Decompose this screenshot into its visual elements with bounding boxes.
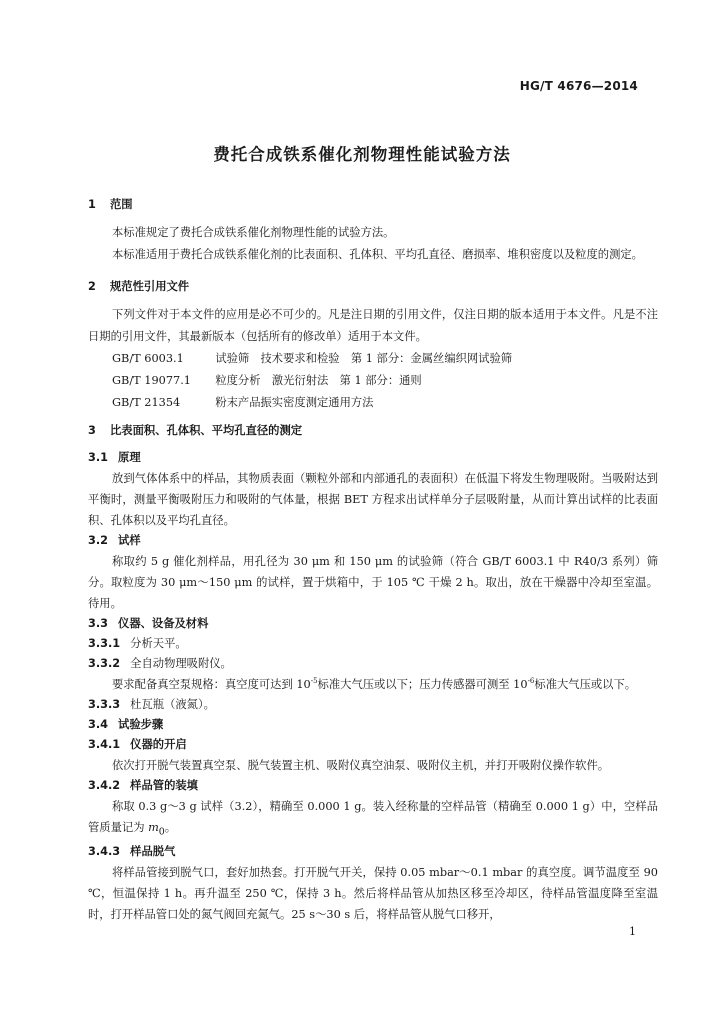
standard-number: HG/T 4676—2014	[519, 79, 638, 93]
page-number: 1	[629, 925, 636, 938]
text-run: 。	[164, 821, 177, 834]
document-title: 费托合成铁系催化剂物理性能试验方法	[213, 145, 511, 164]
text-run: 称取 0.3 g～3 g 试样（3.2），精确至 0.000 1 g。装入经称量的空样品管（精确至 0.000 1 g）中，空样品管质量记为	[88, 800, 658, 834]
paragraph: 称取约 5 g 催化剂样品，用孔径为 30 μm 和 150 μm 的试验筛（符合 GB/T 6003.1 中 R40/3 系列）筛分。取粒度为 30 μm～150 μm 的试样，置于烘箱中，于 105 ℃ 干燥 2 h。取出，放在干燥器中冷却至室温。待用。	[88, 555, 658, 610]
subsection-3-1-heading	[88, 448, 658, 468]
reference-title: 粉末产品振实密度测定通用方法	[215, 396, 374, 409]
reference-code: GB/T 19077.1	[112, 374, 191, 387]
section-1-heading	[88, 194, 658, 216]
paragraph: 依次打开脱气装置真空泵、脱气装置主机、吸附仪真空油泵、吸附仪主机，并打开吸附仪操作软件。	[112, 759, 610, 772]
paragraph: 下列文件对于本文件的应用是必不可少的。凡是注日期的引用文件，仅注日期的版本适用于本文件。凡是不注日期的引用文件，其最新版本（包括所有的修改单）适用于本文件。	[88, 308, 658, 343]
subsection-title: 原理	[118, 451, 141, 464]
clause-3-4-3-heading	[88, 842, 658, 862]
section-title: 范围	[110, 198, 133, 211]
document-body	[88, 194, 658, 925]
subsection-number: 3.1	[88, 451, 109, 464]
subsection-number: 3.3	[88, 617, 109, 630]
reference-item	[88, 348, 658, 370]
section-3-heading	[88, 420, 658, 442]
subsection-title: 试验步骤	[118, 718, 164, 731]
symbol-m: m	[148, 821, 159, 834]
paragraph: 本标准适用于费托合成铁系催化剂的比表面积、孔体积、平均孔直径、磨损率、堆积密度以及粒度的测定。	[112, 248, 643, 261]
paragraph	[88, 796, 658, 842]
exponent: -5	[310, 677, 318, 686]
clause-text: 全自动物理吸附仪。	[130, 657, 232, 670]
reference-title: 粒度分析 激光衍射法 第 1 部分：通则	[215, 374, 422, 387]
subsection-number: 3.2	[88, 534, 109, 547]
reference-item	[88, 392, 658, 414]
clause-text: 分析天平。	[130, 637, 187, 650]
clause-3-3-1	[88, 634, 658, 654]
clause-3-3-2	[88, 654, 658, 674]
text-run: 标准大气压或以下；压力传感器可测至 10	[317, 678, 528, 691]
reference-code: GB/T 6003.1	[112, 352, 184, 365]
section-number: 3	[88, 424, 96, 437]
subsection-title: 仪器、设备及材料	[118, 617, 209, 630]
clause-title: 样品脱气	[130, 845, 176, 859]
clause-number: 3.3.2	[88, 657, 121, 670]
reference-code: GB/T 21354	[112, 396, 181, 409]
section-number: 2	[88, 280, 96, 293]
reference-item	[88, 370, 658, 392]
text-run: 标准大气压或以下。	[534, 678, 637, 691]
section-2-heading	[88, 276, 658, 298]
clause-3-4-2-heading	[88, 776, 658, 796]
subsection-title: 试样	[118, 534, 141, 547]
paragraph	[88, 674, 658, 695]
clause-3-3-3	[88, 695, 658, 715]
subsection-3-3-heading	[88, 614, 658, 634]
paragraph: 将样品管接到脱气口，套好加热套。打开脱气开关，保持 0.05 mbar～0.1 mbar 的真空度。调节温度至 90 ℃，恒温保持 1 h。再升温至 250 ℃，保持 3 h。然后将样品管从加热区移至冷却区，待样品管温度降至室温时，打开样品管口处的氮气阀回充氮气。25 s～30 s 后，将样品管从脱气口移开，	[88, 866, 658, 922]
clause-text: 杜瓦瓶（液氮）。	[130, 698, 215, 711]
section-number: 1	[88, 198, 96, 211]
clause-title: 仪器的开启	[130, 738, 187, 751]
paragraph: 放到气体体系中的样品，其物质表面（颗粒外部和内部通孔的表面积）在低温下将发生物理吸附。当吸附达到平衡时，测量平衡吸附压力和吸附的气体量，根据 BET 方程求出试样单分子层吸附量，从而计算出试样的比表面积、孔体积以及平均孔直径。	[88, 472, 658, 527]
section-title: 规范性引用文件	[110, 280, 190, 293]
clause-number: 3.3.1	[88, 637, 121, 650]
paragraph: 本标准规定了费托合成铁系催化剂物理性能的试验方法。	[112, 226, 395, 239]
clause-3-4-1-heading	[88, 735, 658, 755]
subsection-3-2-heading	[88, 531, 658, 551]
reference-title: 试验筛 技术要求和检验 第 1 部分：金属丝编织网试验筛	[215, 352, 513, 365]
subsection-3-4-heading	[88, 715, 658, 735]
subsection-number: 3.4	[88, 718, 109, 731]
exponent: -6	[527, 677, 535, 686]
clause-number: 3.4.2	[88, 779, 121, 792]
section-title: 比表面积、孔体积、平均孔直径的测定	[110, 424, 303, 437]
subscript: 0	[158, 826, 165, 838]
clause-title: 样品管的装填	[130, 779, 198, 792]
clause-number: 3.4.1	[88, 738, 121, 751]
clause-number: 3.3.3	[88, 698, 121, 711]
text-run: 要求配备真空泵规格：真空度可达到 10	[112, 678, 311, 691]
clause-number: 3.4.3	[88, 845, 121, 859]
